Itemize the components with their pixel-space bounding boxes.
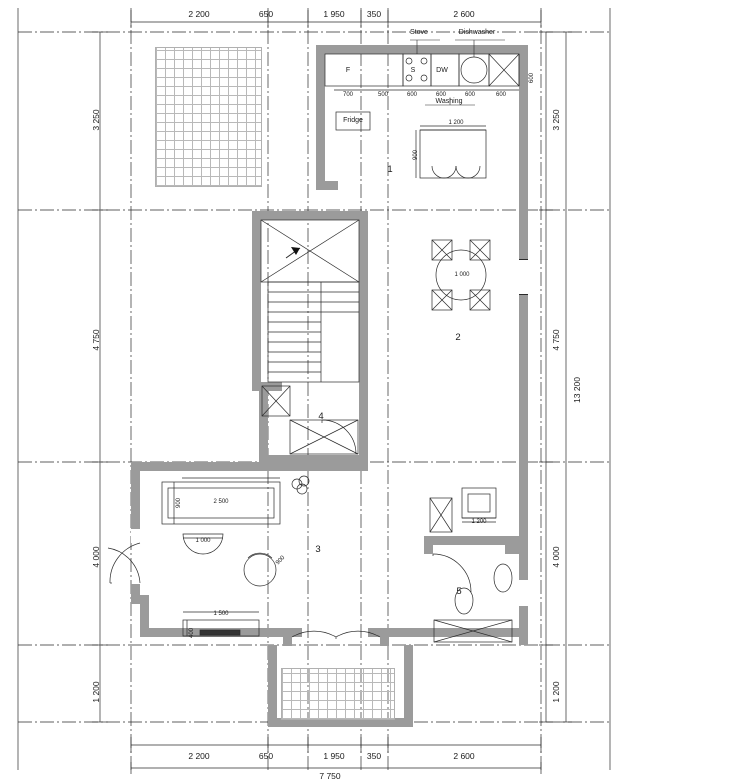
- room-label-1: 1: [387, 164, 393, 175]
- label-washing: Washing: [435, 98, 463, 105]
- room-label-5: 5: [456, 586, 462, 597]
- dim-sofa-depth: 900: [176, 497, 182, 508]
- dim-top-5: 2 600: [453, 9, 475, 19]
- dim-sofa-width: 2 500: [213, 499, 229, 505]
- room-label-4: 4: [318, 411, 324, 422]
- label-stove: Stove: [410, 29, 428, 36]
- dim-armchair: 900: [275, 554, 287, 567]
- dim-top-3: 1 950: [323, 9, 345, 19]
- label-stove-letter: S: [410, 67, 416, 74]
- label-dw-letter: DW: [436, 67, 448, 74]
- dim-table1-depth: 900: [413, 149, 419, 160]
- dim-overall-height: 13 200: [572, 377, 582, 403]
- dim-top-4: 350: [366, 9, 382, 19]
- dim-run-3: 600: [406, 92, 418, 98]
- label-fridge-letter: F: [345, 67, 351, 74]
- dim-run-4: 600: [435, 92, 447, 98]
- dim-left-3: 4 000: [91, 546, 101, 568]
- dim-right-1: 3 250: [551, 109, 561, 131]
- label-dishwasher: Dishwasher: [458, 29, 496, 36]
- dim-bottom-4: 350: [366, 751, 382, 761]
- dim-table1-width: 1 200: [448, 120, 464, 126]
- dim-round-table: 1 000: [454, 272, 470, 278]
- room-label-3: 3: [315, 544, 321, 555]
- dim-left-1: 3 250: [91, 109, 101, 131]
- dim-bottom-2: 650: [258, 751, 274, 761]
- dim-run-1: 700: [342, 92, 354, 98]
- dim-kitchen-depth: 600: [529, 72, 535, 84]
- dim-run-5: 600: [464, 92, 476, 98]
- dim-bath-unit: 1 200: [471, 519, 487, 525]
- dim-bottom-1: 2 200: [188, 751, 210, 761]
- dim-top-1: 2 200: [188, 9, 210, 19]
- dim-right-4: 1 200: [551, 681, 561, 703]
- dim-overall-width: 7 750: [319, 771, 341, 781]
- dim-right-2: 4 750: [551, 329, 561, 351]
- label-fridge: Fridge: [343, 117, 363, 124]
- dim-run-2: 500: [377, 92, 389, 98]
- dim-run-6: 600: [495, 92, 507, 98]
- dim-top-2: 650: [258, 9, 274, 19]
- dim-bottom-3: 1 950: [323, 751, 345, 761]
- dim-left-2: 4 750: [91, 329, 101, 351]
- dim-left-4: 1 200: [91, 681, 101, 703]
- dim-coffee-table: 1 000: [195, 538, 211, 544]
- room-label-2: 2: [455, 332, 461, 343]
- dim-right-3: 4 000: [551, 546, 561, 568]
- dim-tv-unit-depth: 400: [189, 627, 195, 638]
- dim-bottom-5: 2 600: [453, 751, 475, 761]
- dim-tv-unit-width: 1 500: [213, 611, 229, 617]
